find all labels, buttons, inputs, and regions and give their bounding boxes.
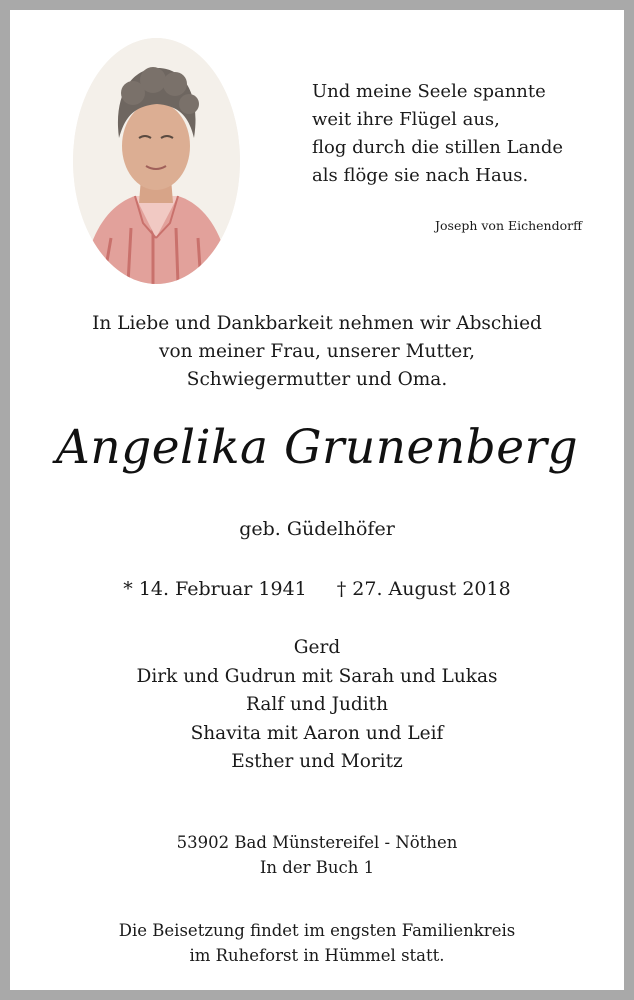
birth-name: geb. Güdelhöfer [239, 518, 395, 540]
address: 53902 Bad Münstereifel - Nöthen In der Buch 1 [176, 833, 458, 877]
family-list: Gerd Dirk und Gudrun mit Sarah und Lukas Ralf und Judith Shavita mit Aaron und Leif Esther und Moritz [136, 637, 498, 772]
portrait-photo [73, 38, 240, 284]
portrait-illustration [73, 38, 240, 284]
birth-date: * 14. Februar 1941 [123, 578, 307, 600]
poem-text: Und meine Seele spannte weit ihre Flügel aus, flog durch die stillen Lande als flöge sie nach Haus. [312, 81, 564, 186]
funeral-notice: Die Beisetzung findet im engsten Familienkreis im Ruheforst in Hümmel statt. [118, 921, 516, 965]
life-dates [10, 578, 624, 600]
intro-text: In Liebe und Dankbarkeit nehmen wir Abschied von meiner Frau, unserer Mutter, Schwiegermutter und Oma. [92, 313, 542, 390]
deceased-name: Angelika Grunenberg [55, 420, 579, 475]
obituary-card [10, 10, 624, 990]
poem-author: Joseph von Eichendorff [435, 218, 582, 233]
death-date: † 27. August 2018 [336, 578, 511, 600]
